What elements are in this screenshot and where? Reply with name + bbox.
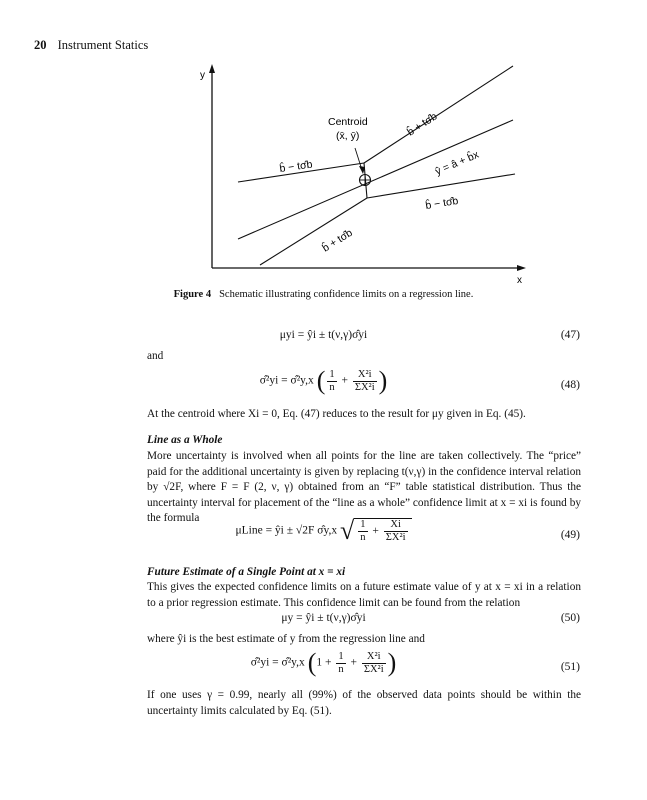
x-axis-label: x xyxy=(517,275,522,286)
heading-line-as-whole: Line as a Whole xyxy=(147,434,223,446)
paragraph-conclusion: If one uses γ = 0.99, nearly all (99%) of the observed data points should be within the uncertainty limits calculated by Eq. (51). xyxy=(147,689,581,717)
paragraph-future-estimate: This gives the expected confidence limits on a future estimate value of y at x = xi in a relation to a prior regression estimate. This confidence limit can be found from the relation xyxy=(147,581,581,609)
caption-text: Schematic illustrating confidence limits on a regression line. xyxy=(219,289,474,300)
eq51-frac2-den: ΣX²i xyxy=(363,663,384,675)
caption-number: Figure 4 xyxy=(173,289,212,300)
eq48-close-paren: ) xyxy=(378,366,388,395)
y-axis-label: y xyxy=(200,70,205,81)
upper-limit-right-line xyxy=(364,66,513,163)
eq51-frac2 xyxy=(362,651,386,676)
running-title: Instrument Statics xyxy=(57,38,149,52)
figure-4 xyxy=(190,62,535,287)
eq48-frac2-num: X²i xyxy=(353,369,377,382)
eq49-sqrt-sign: √ xyxy=(339,516,355,545)
paragraph-line-as-whole: More uncertainty is involved when all points for the line are taken collectively. The “price” paid for the additional uncertainty is given by replacing t(ν,γ) in the confidence interval relation by √2F, where F = F (2, ν, γ) obtained from an “F” table statistical distribution. Thus the uncertainty interval for placement of the “line as a whole” confidence limit at x = xi is found by the formula xyxy=(147,450,581,524)
x-axis-arrow xyxy=(517,265,526,271)
eq51-open-paren: ( xyxy=(307,648,317,677)
eq49-frac1-num: 1 xyxy=(360,519,366,530)
heading-future-estimate: Future Estimate of a Single Point at x = xi xyxy=(147,566,346,578)
page-number: 20 xyxy=(34,38,47,52)
eq51-frac1-den: n xyxy=(338,663,344,675)
eq51-one-plus: 1 + xyxy=(316,656,332,669)
label-lower-right: b̂ − tσ̂b xyxy=(424,194,460,212)
eq49-number: (49) xyxy=(560,529,580,541)
paragraph-centroid: At the centroid where Xi = 0, Eq. (47) reduces to the result for μy given in Eq. (45). xyxy=(147,408,526,420)
label-upper-left: b̂ − tσ̂b xyxy=(278,158,314,175)
eq49-frac1-den: n xyxy=(360,532,366,543)
eq48-frac2-den: ΣX²i xyxy=(354,381,375,393)
figure-caption xyxy=(0,289,647,300)
eq51-frac1-num: 1 xyxy=(338,650,344,662)
regression-line xyxy=(238,120,513,239)
eq47-number: (47) xyxy=(560,329,580,341)
lower-limit-right-line xyxy=(367,174,515,198)
label-regression: ŷ = â + b̂x xyxy=(433,148,481,178)
eq51-frac2-num: X²i xyxy=(362,651,386,664)
eq48-frac1 xyxy=(327,369,336,394)
eq50-number: (50) xyxy=(560,612,580,624)
eq48-open-paren: ( xyxy=(316,366,326,395)
centroid-coords: (x̄, ȳ) xyxy=(336,130,360,142)
eq48-frac1-den: n xyxy=(329,381,335,393)
eq51-number: (51) xyxy=(560,661,580,673)
equation-48: σ̂²yi = σ̂²y,x ( $\frac{1}{n}$ + $\frac{\text{X²i}}{\text{ΣX²i}}$ ) (48) xyxy=(259,366,580,395)
paragraph-best-estimate: where ŷi is the best estimate of y from the regression line and xyxy=(147,633,425,645)
eq49-sqrt-body: $\frac{1}{n}$ + $\frac{Xi}{\text{ΣX²i}}$ xyxy=(354,518,411,544)
eq47-expression: μyi = ŷi ± t(ν,γ)σ̂yi xyxy=(279,329,368,341)
eq51-lhs: σ̂²yi = σ̂²y,x xyxy=(250,656,305,669)
eq50-expression: μy = ŷi ± t(ν,γ)σ̂yi xyxy=(281,612,366,624)
running-header xyxy=(34,38,148,53)
label-upper-right: b̂ + tσ̂b xyxy=(405,110,440,139)
eq51-frac1 xyxy=(336,651,345,676)
eq49-frac2-den: ΣX²i xyxy=(385,532,406,543)
y-axis-arrow xyxy=(209,64,215,73)
eq48-number: (48) xyxy=(560,379,580,391)
equation-47 xyxy=(0,329,647,341)
eq49-frac2 xyxy=(384,519,408,544)
centroid-pointer-head xyxy=(359,166,365,174)
and-text: and xyxy=(147,350,164,362)
eq48-frac2 xyxy=(353,369,377,394)
equation-51: σ̂²yi = σ̂²y,x (1 + $\frac{1}{n}$ + $\frac{\text{X²i}}{\text{ΣX²i}}$ ) (51) xyxy=(250,648,580,677)
eq49-frac1 xyxy=(358,519,367,544)
eq48-frac1-num: 1 xyxy=(329,368,335,380)
eq48-lhs: σ̂²yi = σ̂²y,x xyxy=(259,374,314,387)
equation-50 xyxy=(0,612,647,624)
centroid-label: Centroid xyxy=(328,116,368,128)
eq51-close-paren: ) xyxy=(387,648,397,677)
equation-49 xyxy=(0,518,647,544)
eq49-lhs: μLine = ŷi ± √2F σ̂y,x xyxy=(235,524,338,537)
eq49-frac2-num: Xi xyxy=(384,519,408,532)
label-lower-left: b̂ + tσ̂b xyxy=(320,226,355,255)
